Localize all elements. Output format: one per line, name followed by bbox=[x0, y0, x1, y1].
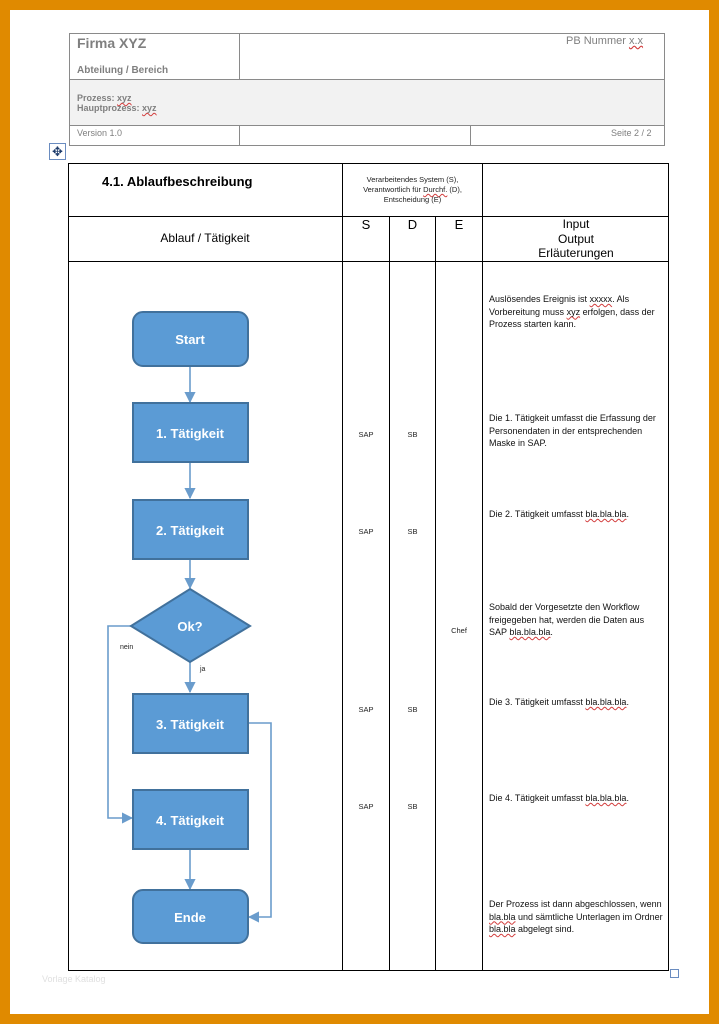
note-fragment: Der Prozess ist dann abgeschlossen, wenn bbox=[489, 899, 662, 909]
connector-no-branch bbox=[108, 626, 132, 818]
note-fragment: xxxxx bbox=[589, 294, 613, 304]
process-label: Prozess: bbox=[77, 93, 115, 103]
legend-fragment: Durchf. bbox=[423, 185, 448, 194]
column-header-info-line: Output bbox=[557, 231, 595, 246]
company-name: Firma XYZ bbox=[77, 35, 147, 51]
note-fragment: bla.bla.bla bbox=[585, 697, 627, 707]
step4-label: 4. Tätigkeit bbox=[156, 813, 224, 828]
column-header-d: D bbox=[407, 217, 418, 232]
cell-s: SAP bbox=[358, 430, 374, 439]
column-header-e: E bbox=[454, 217, 464, 232]
note-fragment: bla.bla bbox=[489, 924, 516, 934]
cell-d: SB bbox=[407, 705, 418, 714]
cell-s: SAP bbox=[358, 527, 374, 536]
move-icon[interactable]: ✥ bbox=[49, 143, 66, 160]
cell-d: SB bbox=[407, 802, 418, 811]
step3-label: 3. Tätigkeit bbox=[156, 717, 224, 732]
note-fragment: erfolgen, dass der Prozess starten kann. bbox=[489, 306, 655, 329]
note-fragment: . bbox=[626, 697, 629, 707]
pb-number-value: x.x bbox=[628, 35, 644, 47]
note-fragment: Die 4. Tätigkeit umfasst bbox=[489, 793, 583, 803]
cell-s: SAP bbox=[358, 802, 374, 811]
note-step1: Die 1. Tätigkeit umfasst die Erfassung der Personendaten in der entsprechenden Maske in SAP. bbox=[489, 413, 656, 448]
start-label: Start bbox=[175, 332, 205, 347]
note-fragment: Auslösendes Ereignis ist bbox=[489, 294, 588, 304]
note-fragment: . Als Vorbereitung muss bbox=[489, 294, 630, 317]
cell-s: SAP bbox=[358, 705, 374, 714]
department: Abteilung / Bereich bbox=[77, 65, 169, 76]
yes-branch-label: ja bbox=[200, 666, 206, 673]
note-fragment: . bbox=[626, 793, 629, 803]
legend-fragment: (D), bbox=[449, 185, 462, 194]
page-number: Seite 2 / 2 bbox=[611, 128, 652, 138]
cell-d: SB bbox=[407, 430, 418, 439]
resize-handle-icon[interactable] bbox=[670, 969, 679, 978]
version: Version 1.0 bbox=[77, 128, 123, 138]
step1-label: 1. Tätigkeit bbox=[156, 426, 224, 441]
pb-number-label: PB Nummer bbox=[566, 35, 626, 47]
note-fragment: Die 2. Tätigkeit umfasst bbox=[489, 509, 583, 519]
note-fragment: . bbox=[550, 627, 553, 637]
section-title: 4.1. Ablaufbeschreibung bbox=[102, 174, 253, 189]
column-header-activity: Ablauf / Tätigkeit bbox=[160, 231, 250, 245]
note-fragment: bla.bla.bla bbox=[509, 627, 551, 637]
note-fragment: bla.bla.bla bbox=[585, 509, 627, 519]
end-label: Ende bbox=[174, 910, 206, 925]
legend-line: Verarbeitendes System (S), bbox=[366, 175, 459, 184]
note-fragment: Sobald der Vorgesetzte den Workflow freigegeben hat, werden die Daten aus SAP bbox=[489, 602, 645, 637]
cell-e: Chef bbox=[451, 626, 467, 635]
legend-fragment: Verantwortlich für bbox=[363, 185, 422, 194]
note-fragment: bla.bla bbox=[489, 911, 516, 922]
subprocess-value: xyz bbox=[142, 103, 157, 113]
no-branch-label: nein bbox=[120, 644, 134, 651]
column-header-info-line: Input bbox=[562, 217, 590, 231]
watermark: Vorlage Katalog bbox=[42, 974, 106, 984]
note-fragment: und sämtliche Unterlagen im Ordner bbox=[515, 911, 663, 922]
note-fragment: xyz bbox=[566, 306, 581, 317]
note-fragment: bla.bla.bla bbox=[585, 793, 627, 803]
note-fragment: abgelegt sind. bbox=[515, 924, 575, 934]
connector-skip-branch bbox=[249, 723, 271, 917]
legend-line: Entscheidung (E) bbox=[383, 195, 442, 204]
decision-label: Ok? bbox=[177, 619, 203, 634]
note-fragment: Die 3. Tätigkeit umfasst bbox=[489, 697, 583, 707]
process-value: xyz bbox=[117, 93, 132, 103]
cell-d: SB bbox=[407, 527, 418, 536]
step2-label: 2. Tätigkeit bbox=[156, 523, 224, 538]
column-header-info-line: Erläuterungen bbox=[538, 246, 614, 260]
subprocess-label: Hauptprozess: bbox=[77, 103, 140, 113]
column-header-s: S bbox=[361, 217, 371, 232]
note-fragment: . bbox=[626, 509, 629, 519]
